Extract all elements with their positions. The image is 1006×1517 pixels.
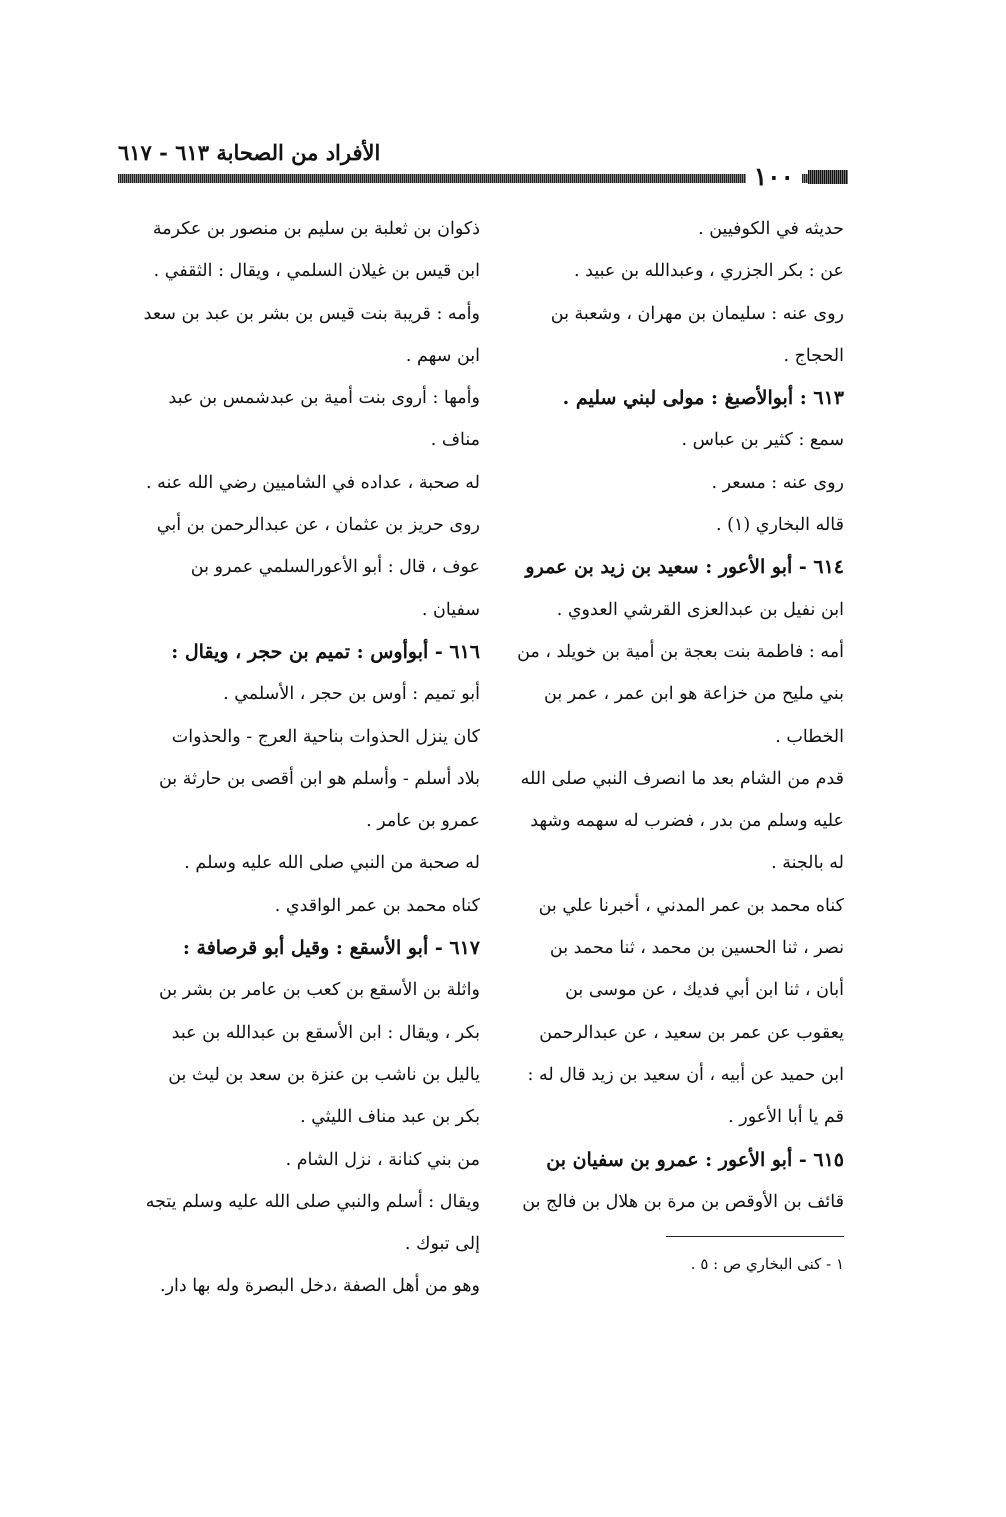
entry-heading-line: ٦١٤ - أبو الأعور : سعيد بن زيد بن عمرو — [525, 556, 844, 579]
text-line: من بني كنانة ، نزل الشام . — [285, 1149, 480, 1170]
text-line: أمه : فاطمة بنت بعجة بن أمية بن خويلد ، من — [517, 641, 844, 662]
text-line: ذكوان بن ثعلبة بن سليم بن منصور بن عكرمة — [152, 219, 480, 239]
text-line: كان ينزل الحذوات بناحية العرج - والحذوات — [171, 726, 480, 747]
text-line: ابن نفيل بن عبدالعزى القرشي العدوي . — [556, 599, 844, 620]
text-line: بكر بن عبد مناف الليثي . — [300, 1107, 480, 1128]
footnote-rule — [666, 1236, 844, 1237]
text-line: روى حريز بن عثمان ، عن عبدالرحمن بن أبي — [156, 515, 480, 536]
text-line: عمرو بن عامر . — [366, 811, 480, 832]
right-column — [498, 208, 844, 1223]
header-rule — [118, 174, 848, 183]
text-line: ياليل بن ناشب بن عنزة بن سعد بن ليث بن — [168, 1064, 480, 1085]
text-line: قائف بن الأوقص بن مرة بن هلال بن فالج بن — [522, 1191, 844, 1212]
text-line: حديثه في الكوفيين . — [698, 219, 844, 239]
text-line: قدم من الشام بعد ما انصرف النبي صلى الله — [520, 768, 844, 789]
text-line: نصر ، ثنا الحسين بن محمد ، ثنا محمد بن — [549, 938, 844, 959]
text-line: ابن حميد عن أبيه ، أن سعيد بن زيد قال له : — [527, 1064, 844, 1085]
text-line: واثلة بن الأسقع بن كعب بن عامر بن بشر بن — [159, 980, 480, 1001]
text-line: سمع : كثير بن عباس . — [681, 430, 844, 451]
text-line: بني مليح من خزاعة هو ابن عمر ، عمر بن — [544, 684, 844, 705]
footnote: ١ - كنى البخاري ص : ٥ . — [690, 1255, 844, 1273]
text-line: ويقال : أسلم والنبي صلى الله عليه وسلم يتجه — [145, 1191, 480, 1212]
text-line: عوف ، قال : أبو الأعورالسلمي عمرو بن — [190, 557, 480, 578]
text-line: يعقوب عن عمر بن سعيد ، عن عبدالرحمن — [539, 1022, 844, 1043]
text-line: بكر ، ويقال : ابن الأسقع بن عبدالله بن عبد — [171, 1022, 480, 1043]
text-line: وأمها : أروى بنت أمية بن عبدشمس بن عبد — [168, 388, 480, 409]
text-line: كناه محمد بن عمر الواقدي . — [274, 895, 480, 916]
text-line: قاله البخاري (١) . — [716, 515, 844, 536]
text-line: عليه وسلم من بدر ، فضرب له سهمه وشهد — [530, 811, 844, 832]
text-line: روى عنه : سليمان بن مهران ، وشعبة بن — [550, 303, 844, 324]
left-column — [122, 208, 480, 1308]
running-title: الأفراد من الصحابة ٦١٣ - ٦١٧ — [118, 140, 381, 165]
text-line: أبو تميم : أوس بن حجر ، الأسلمي . — [223, 684, 480, 705]
text-line: الخطاب . — [775, 726, 844, 747]
text-line: مناف . — [430, 430, 480, 451]
entry-heading-line: ٦١٥ - أبو الأعور : عمرو بن سفيان بن — [546, 1148, 844, 1171]
text-line: قم يا أبا الأعور . — [728, 1107, 844, 1128]
text-line: ابن سهم . — [405, 345, 480, 366]
entry-heading-line: ٦١٦ - أبوأوس : تميم بن حجر ، ويقال : — [171, 640, 480, 663]
text-line: وهو من أهل الصفة ،دخل البصرة وله بها دار. — [160, 1276, 480, 1297]
text-line: له صحبة من النبي صلى الله عليه وسلم . — [184, 853, 480, 874]
entry-heading-line: ٦١٧ - أبو الأسقع : وقيل أبو قرصافة : — [182, 937, 480, 960]
text-line: إلى تبوك . — [404, 1234, 480, 1255]
text-line: عن : بكر الجزري ، وعبدالله بن عبيد . — [574, 261, 844, 282]
text-line: ابن قيس بن غيلان السلمي ، ويقال : الثقفي . — [153, 261, 480, 282]
page-number: ١٠٠ — [746, 162, 802, 192]
text-line: بلاد أسلم - وأسلم هو ابن أقصى بن حارثة بن — [158, 768, 480, 789]
text-line: سفيان . — [421, 599, 480, 620]
text-line: وأمه : قريبة بنت قيس بن بشر بن عبد بن سعد — [143, 303, 480, 324]
text-line: كناه محمد بن عمر المدني ، أخبرنا علي بن — [538, 895, 844, 916]
text-line: روى عنه : مسعر . — [711, 472, 844, 493]
text-line: له صحبة ، عداده في الشاميين رضي الله عنه . — [146, 472, 480, 493]
header-rule-ornament — [808, 170, 848, 184]
text-line: أبان ، ثنا ابن أبي فديك ، عن موسى بن — [565, 980, 844, 1001]
text-line: الحجاج . — [783, 345, 844, 366]
text-line: له بالجنة . — [771, 853, 844, 874]
page-header — [118, 140, 848, 191]
entry-heading-line: ٦١٣ : أبوالأصبغ : مولى لبني سليم . — [562, 387, 844, 410]
